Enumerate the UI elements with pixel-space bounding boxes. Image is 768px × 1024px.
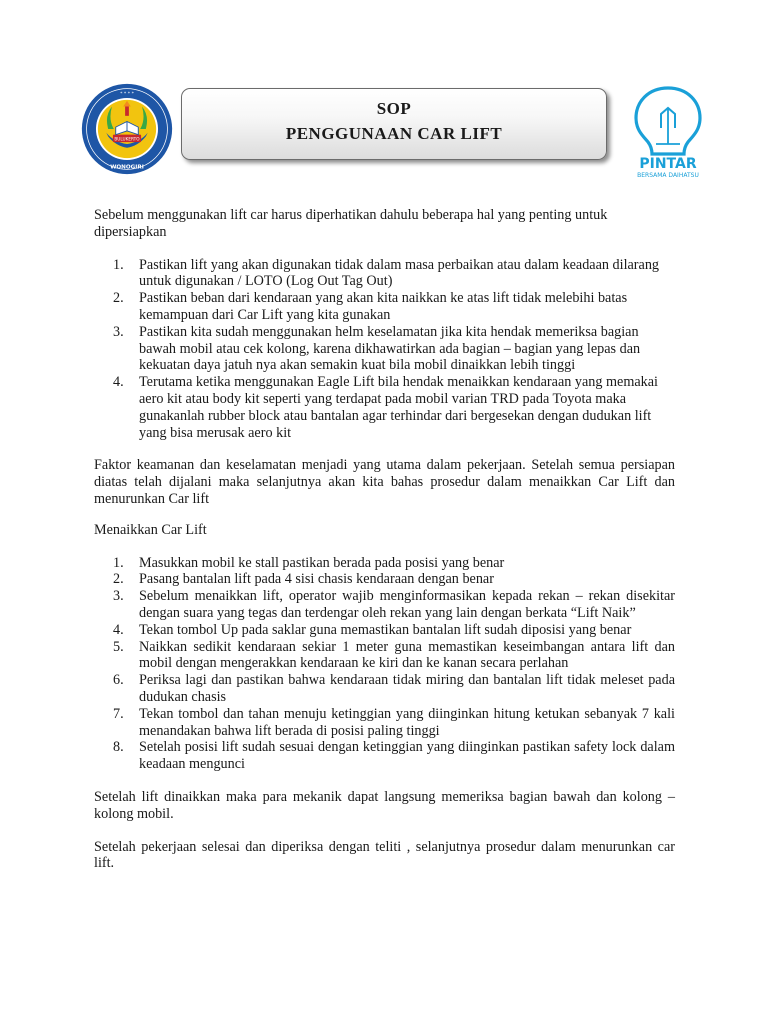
document-body — [94, 207, 675, 872]
raise-step-item — [94, 571, 675, 588]
pintar-tagline: BERSAMA DAIHATSU — [637, 172, 699, 179]
raise-step-item — [94, 588, 675, 622]
list-item-text: Pastikan lift yang akan digunakan tidak dalam masa perbaikan atau dalam keadaan dilarang untuk digunakan / LOTO (Log Out Tag Out) — [139, 256, 660, 290]
list-item-text: Naikkan sedikit kendaraan sekiar 1 meter guna memastikan keseimbangan antara lift dan mobil dengan mengerakkan kendaraan ke kiri dan ke kanan secara perlahan — [139, 638, 675, 672]
svg-text:* * * *: * * * * — [120, 92, 134, 98]
pintar-brand: PINTAR — [639, 156, 697, 172]
list-item-text: Pastikan kita sudah menggunakan helm keselamatan jika kita hendak memeriksa bagian bawah mobil atau cek kolong, karena dikhawatirkan ada bagian – bagian yang lepas dan kekuatan daya jatuh nya akan semakin kuat bila mobil dinaikkan lebih tinggi — [139, 323, 641, 374]
title-sop: SOP — [376, 99, 412, 118]
intro-paragraph: Sebelum menggunakan lift car harus diperhatikan dahulu beberapa hal yang penting untuk dipersiapkan — [94, 207, 608, 240]
raise-step-item — [94, 555, 675, 572]
safety-paragraph: Faktor keamanan dan keselamatan menjadi yang utama dalam pekerjaan. Setelah semua persiapan diatas telah dijalani maka selanjutnya akan kita bahas prosedur dalam menaikkan Car Lift dan menurunkan Car lift — [94, 457, 675, 507]
raise-step-item — [94, 672, 675, 706]
raise-step-item — [94, 639, 675, 673]
list-item-text: Terutama ketika menggunakan Eagle Lift bila hendak menaikkan kendaraan yang memakai aero kit atau body kit seperti yang terdapat pada mobil varian TRD pada Toyota maka gunakanlah rubber block atau bantalan agar terhindar dari bergesekan dengan dudukan lift yang bisa merusak aero kit — [139, 374, 658, 441]
raise-step-item — [94, 739, 675, 773]
list-item-number: 6. — [113, 672, 124, 689]
svg-text:BULUKERTO: BULUKERTO — [114, 136, 140, 142]
list-item-number: 1. — [113, 256, 124, 273]
raise-heading: Menaikkan Car Lift — [94, 521, 207, 538]
after-work-paragraph: Setelah pekerjaan selesai dan diperiksa dengan teliti , selanjutnya prosedur dalam menurunkan car lift. — [94, 838, 675, 872]
document-title-box — [181, 88, 607, 160]
list-item-number: 3. — [113, 588, 124, 605]
list-item-number: 3. — [113, 323, 124, 340]
title-car-lift: PENGGUNAAN CAR LIFT — [285, 124, 503, 143]
list-item-number: 4. — [113, 374, 124, 391]
list-item-number: 4. — [113, 621, 124, 638]
list-item-number: 5. — [113, 638, 124, 655]
preparation-item — [94, 324, 675, 374]
list-item-number: 2. — [113, 571, 124, 588]
list-item-text: Tekan tombol Up pada saklar guna memastikan bantalan lift sudah diposisi yang benar — [139, 621, 632, 638]
list-item-text: Pastikan beban dari kendaraan yang akan kita naikkan ke atas lift tidak melebihi batas kemampuan dari Car Lift yang kita gunakan — [139, 290, 628, 323]
pintar-lightbulb-logo — [628, 84, 708, 184]
list-item-text: Masukkan mobil ke stall pastikan berada pada posisi yang benar — [139, 554, 505, 571]
svg-text:WONOGIRI: WONOGIRI — [110, 164, 144, 171]
list-item-text: Setelah posisi lift sudah sesuai dengan ketinggian yang diinginkan pastikan safety lock dalam keadaan mengunci — [139, 739, 675, 773]
list-item-number: 2. — [113, 290, 124, 307]
list-item-number: 8. — [113, 739, 124, 756]
preparation-item — [94, 374, 675, 441]
raise-step-item — [94, 706, 675, 740]
list-item-text: Sebelum menaikkan lift, operator wajib menginformasikan kepada rekan – rekan disekitar dengan suara yang tegas dan terdengar oleh rekan yang lain dengan berkata “Lift Naik” — [139, 588, 675, 621]
list-item-text: Pasang bantalan lift pada 4 sisi chasis kendaraan dengan benar — [139, 571, 494, 588]
list-item-text: Periksa lagi dan pastikan bahwa kendaraan tidak miring dan bantalan lift tidak meleset pada dudukan chasis — [139, 672, 675, 705]
list-item-text: Tekan tombol dan tahan menuju ketinggian yang diinginkan hitung ketukan sebanyak 7 kali menandakan bahwa lift berada di posisi paling tinggi — [139, 705, 675, 739]
raise-step-item — [94, 622, 675, 639]
list-item-number: 7. — [113, 705, 124, 722]
list-item-number: 1. — [113, 554, 124, 571]
raise-steps-list — [94, 555, 675, 773]
preparation-list — [94, 257, 675, 442]
school-emblem-logo — [80, 82, 174, 176]
after-raise-paragraph: Setelah lift dinaikkan maka para mekanik dapat langsung memeriksa bagian bawah dan kolong – kolong mobil. — [94, 788, 675, 822]
preparation-item — [94, 257, 675, 291]
preparation-item — [94, 290, 675, 324]
